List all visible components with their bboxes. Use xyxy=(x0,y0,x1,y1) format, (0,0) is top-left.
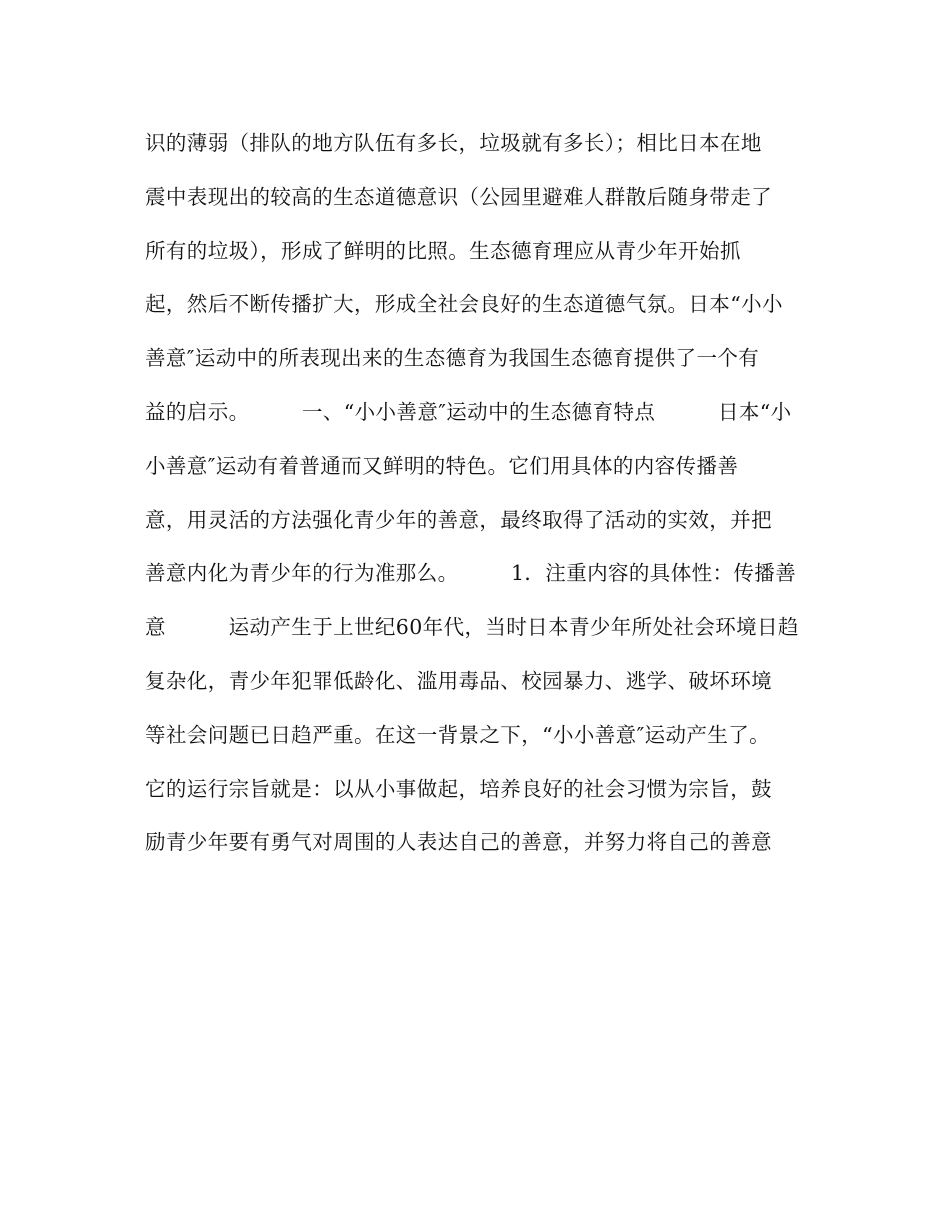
text-line-1: 识的薄弱（排队的地方队伍有多长，垃圾就有多长）；相比日本在地 xyxy=(145,131,762,155)
text-line-10: 意 运动产生于上世纪60年代，当时日本青少年所处社会环境日趋 xyxy=(145,615,799,640)
text-line-5: 善意″运动中的所表现出来的生态德育为我国生态德育提供了一个有 xyxy=(145,346,760,371)
text-line-6: 益的启示。 一、“小小善意″运动中的生态德育特点 日本“小 xyxy=(145,399,792,424)
text-line-7: 小善意″运动有着普通而又鲜明的特色。它们用具体的内容传播善 xyxy=(145,453,739,478)
text-line-13: 它的运行宗旨就是：以从小事做起，培养良好的社会习惯为宗旨，鼓 xyxy=(145,776,772,801)
text-line-2: 震中表现出的较高的生态道德意识（公园里避难人群散后随身带走了 xyxy=(145,184,772,209)
text-line-14: 励青少年要有勇气对周围的人表达自己的善意，并努力将自己的善意 xyxy=(145,830,772,855)
text-line-8: 意，用灵活的方法强化青少年的善意，最终取得了活动的实效，并把 xyxy=(145,507,772,532)
text-line-9: 善意内化为青少年的行为准那么。 1．注重内容的具体性：传播善 xyxy=(145,561,797,586)
text-line-11: 复杂化，青少年犯罪低龄化、滥用毒品、校园暴力、逃学、破坏环境 xyxy=(145,668,772,693)
text-line-4: 起，然后不断传播扩大，形成全社会良好的生态道德气氛。日本“小小 xyxy=(145,292,783,317)
text-line-3: 所有的垃圾），形成了鲜明的比照。生态德育理应从青少年开始抓 xyxy=(145,238,741,263)
text-line-12: 等社会问题已日趋严重。在这一背景之下，“小小善意″运动产生了。 xyxy=(145,722,771,747)
body-text xyxy=(145,120,825,873)
